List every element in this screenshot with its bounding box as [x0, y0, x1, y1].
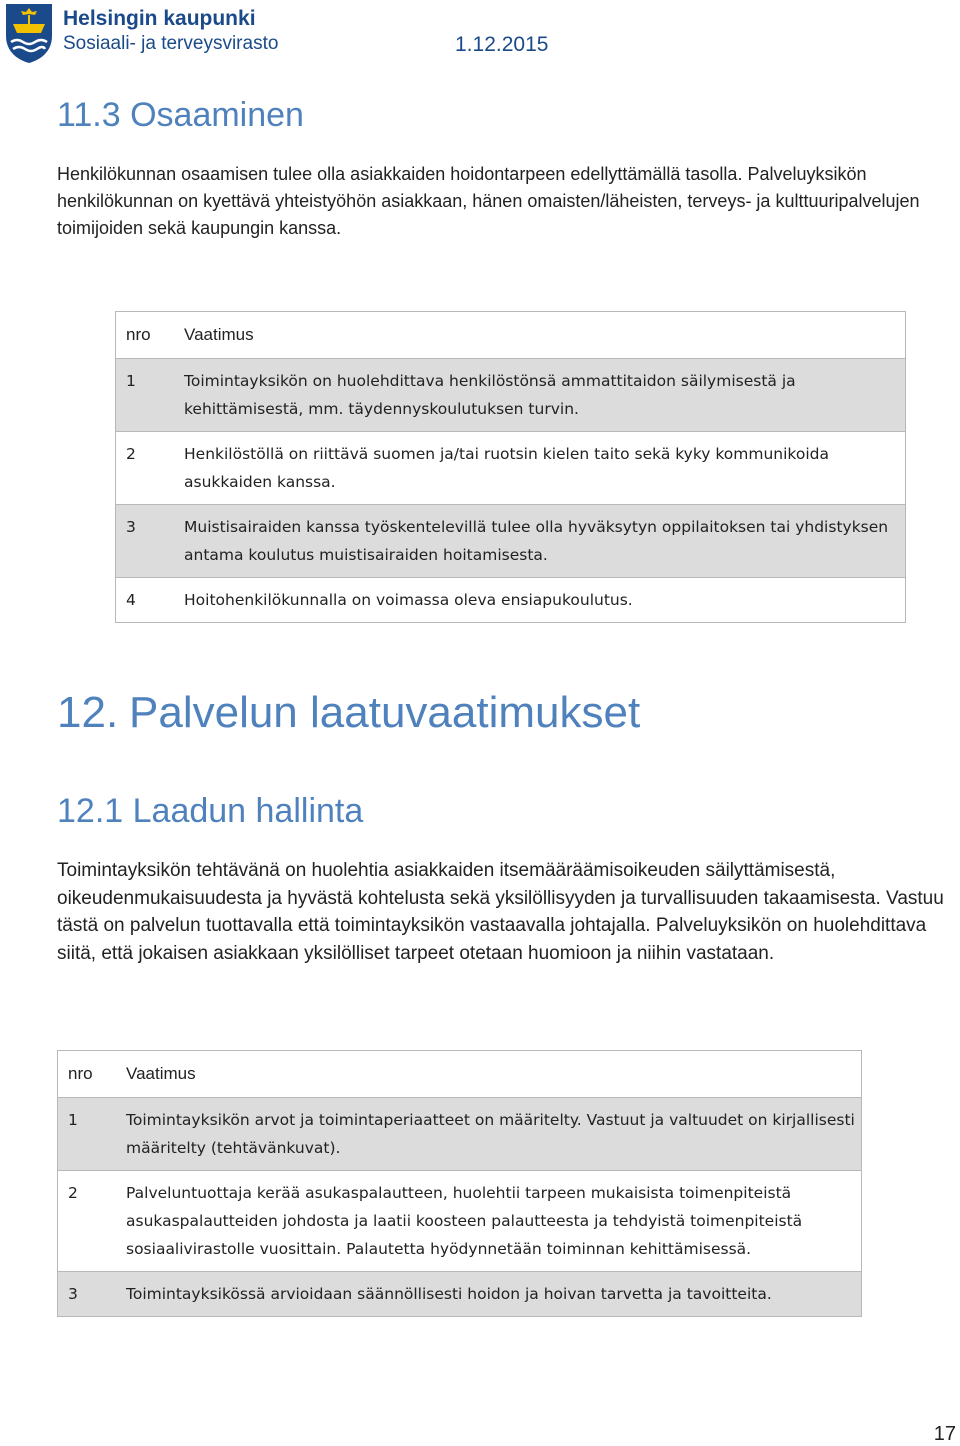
paragraph-laadun-hallinta: Toimintayksikön tehtävänä on huolehtia asiakkaiden itsemääräämisoikeuden säilyttämisestä, oikeudenmukaisuudesta ja hyvästä kohtelusta sekä yksilöllisyyden ja turvallisuuden takaamisesta. Vastuu tästä on palvelun tuottavalla että toimintayksikön vastaavalla johtajalla. Palveluyksikön on huolehdittava siitä, että jokaisen asiakkaan yksilölliset tarpeet otetaan huomioon ja niihin vastataan.: [57, 860, 944, 964]
row-requirement: Hoitohenkilökunnalla on voimassa oleva ensiapukoulutus.: [184, 591, 633, 609]
table-row: [116, 578, 906, 623]
row-requirement: Toimintayksikön on huolehdittava henkilöstönsä ammattitaidon säilymisestä ja kehittämisestä, mm. täydennyskoulutuksen turvin.: [184, 372, 796, 418]
table-header-row: [116, 312, 906, 359]
heading-osaaminen: 11.3 Osaaminen: [57, 96, 304, 134]
column-header-vaatimus: Vaatimus: [126, 1064, 196, 1083]
page-number: 17: [933, 1423, 956, 1445]
chapter-heading-12: [57, 688, 640, 738]
table-row: [58, 1098, 862, 1171]
organization-unit: Sosiaali- ja terveysvirasto: [63, 33, 279, 54]
row-number: 4: [126, 591, 136, 609]
chapter-title: Palvelun laatuvaatimukset: [129, 688, 641, 737]
row-number: 1: [126, 372, 136, 390]
row-requirement: Muistisairaiden kanssa työskentelevillä tulee olla hyväksytyn oppilaitoksen tai yhdistyksen antama koulutus muistisairaiden hoitamisesta.: [184, 518, 889, 564]
helsinki-crest-logo: [4, 2, 54, 64]
table-row: [116, 505, 906, 578]
table-header-row: [58, 1051, 862, 1098]
row-number: 3: [68, 1285, 78, 1303]
page-header: [0, 0, 960, 70]
chapter-number: 12.: [57, 688, 119, 737]
table-row: [116, 359, 906, 432]
row-number: 1: [68, 1111, 78, 1129]
table-row: [116, 432, 906, 505]
requirements-table-laadun-hallinta: [57, 1050, 862, 1317]
document-date: 1.12.2015: [455, 33, 549, 56]
organization-name: Helsingin kaupunki: [63, 7, 256, 30]
row-number: 2: [126, 445, 136, 463]
row-requirement: Toimintayksikön arvot ja toimintaperiaatteet on määritelty. Vastuut ja valtuudet on kirjallisesti määritelty (tehtävänkuvat).: [126, 1111, 855, 1157]
column-header-nro: nro: [68, 1064, 93, 1083]
row-number: 3: [126, 518, 136, 536]
requirements-table-osaaminen: [115, 311, 906, 623]
paragraph-osaaminen: Henkilökunnan osaamisen tulee olla asiakkaiden hoidontarpeen edellyttämällä tasolla. Palveluyksikön henkilökunnan on kyettävä yhteistyöhön asiakkaan, hänen omaisten/läheisten, terveys- ja kulttuuripalvelujen toimijoiden sekä kaupungin kanssa.: [57, 164, 920, 238]
table-row: [58, 1272, 862, 1317]
column-header-vaatimus: Vaatimus: [184, 325, 254, 344]
heading-laadun-hallinta: 12.1 Laadun hallinta: [57, 792, 364, 830]
row-requirement: Henkilöstöllä on riittävä suomen ja/tai ruotsin kielen taito sekä kyky kommunikoida asukkaiden kanssa.: [184, 445, 829, 491]
row-requirement: Toimintayksikössä arvioidaan säännöllisesti hoidon ja hoivan tarvetta ja tavoitteita.: [126, 1285, 772, 1303]
column-header-nro: nro: [126, 325, 151, 344]
row-requirement: Palveluntuottaja kerää asukaspalautteen, huolehtii tarpeen mukaisista toimenpiteistä asukaspalautteiden johdosta ja laatii koosteen palautteesta ja tehdyistä toimenpiteistä sosiaalivirastolle vuosittain. Palautetta hyödynnetään toiminnan kehittämisessä.: [126, 1184, 803, 1258]
row-number: 2: [68, 1184, 78, 1202]
table-row: [58, 1171, 862, 1272]
